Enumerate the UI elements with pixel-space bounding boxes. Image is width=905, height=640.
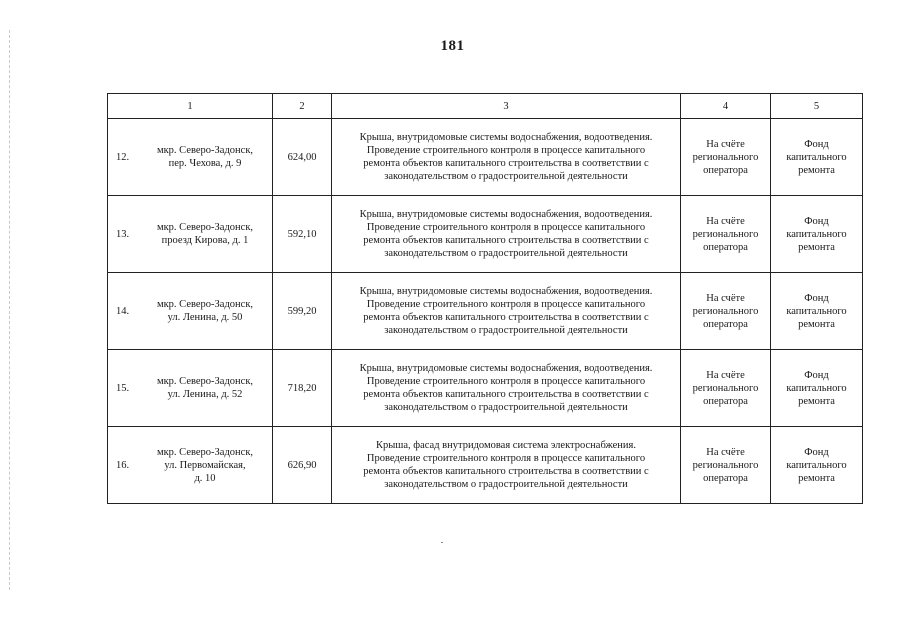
fund-manner-line: регионального — [692, 459, 759, 471]
works-cell — [332, 273, 681, 350]
address-line: мкр. Северо-Задонск, — [156, 376, 254, 387]
funding-source-line: капитального — [786, 151, 847, 163]
area-cell: 624,00 — [273, 119, 332, 196]
header-col-1: 1 — [108, 94, 273, 119]
row-number: 13. — [116, 228, 130, 240]
funding-source-line: капитального — [786, 459, 847, 471]
funding-source-cell — [771, 273, 863, 350]
works-line: ремонта объектов капитального строительства в соответствии с — [363, 235, 649, 246]
fund-manner-line: На счёте — [706, 215, 745, 227]
page-number: 181 — [440, 38, 465, 54]
fund-manner-line: На счёте — [706, 138, 745, 150]
address-cell — [108, 427, 273, 504]
fund-manner-line: регионального — [692, 382, 759, 394]
address-cell — [108, 273, 273, 350]
works-line: ремонта объектов капитального строительства в соответствии с — [363, 312, 649, 323]
fund-manner-line: оператора — [703, 472, 748, 484]
fund-manner-cell — [681, 196, 771, 273]
address-line: проезд Кирова, д. 1 — [161, 235, 249, 246]
repair-table — [107, 93, 863, 504]
works-line: Крыша, внутридомовые системы водоснабжения, водоотведения. — [359, 209, 653, 220]
scan-speck — [441, 542, 443, 543]
funding-source-line: Фонд — [804, 369, 829, 381]
row-number: 14. — [116, 305, 130, 317]
fund-manner-line: регионального — [692, 151, 759, 163]
fund-manner-cell — [681, 119, 771, 196]
address-text — [144, 446, 266, 485]
works-cell — [332, 427, 681, 504]
funding-source-line: ремонта — [798, 318, 835, 330]
address-cell — [108, 350, 273, 427]
address-text — [144, 375, 266, 401]
address-line: д. 10 — [194, 472, 216, 484]
fund-manner-line: оператора — [703, 395, 748, 407]
table-row — [108, 427, 863, 504]
fund-manner-line: регионального — [692, 305, 759, 317]
funding-source-line: Фонд — [804, 138, 829, 150]
area-cell: 626,90 — [273, 427, 332, 504]
header-col-3: 3 — [332, 94, 681, 119]
row-number: 15. — [116, 382, 130, 394]
fund-manner-line: оператора — [703, 241, 748, 253]
works-line: законодательством о градостроительной деятельности — [384, 479, 628, 490]
works-line: Крыша, внутридомовые системы водоснабжения, водоотведения. — [359, 132, 653, 143]
works-line: ремонта объектов капитального строительства в соответствии с — [363, 466, 649, 477]
works-line: ремонта объектов капитального строительства в соответствии с — [363, 389, 649, 400]
works-line: законодательством о градостроительной деятельности — [384, 171, 628, 182]
works-line: Крыша, внутридомовые системы водоснабжения, водоотведения. — [359, 363, 653, 374]
address-line: мкр. Северо-Задонск, — [156, 222, 254, 233]
funding-source-cell — [771, 350, 863, 427]
area-cell: 599,20 — [273, 273, 332, 350]
row-number: 16. — [116, 459, 130, 471]
funding-source-line: ремонта — [798, 164, 835, 176]
area-cell: 718,20 — [273, 350, 332, 427]
funding-source-cell — [771, 119, 863, 196]
funding-source-line: ремонта — [798, 395, 835, 407]
fund-manner-line: оператора — [703, 164, 748, 176]
funding-source-cell — [771, 427, 863, 504]
table-row — [108, 350, 863, 427]
works-line: Проведение строительного контроля в процессе капитального — [366, 222, 646, 233]
address-line: ул. Первомайская, — [164, 459, 246, 471]
works-line: Проведение строительного контроля в процессе капитального — [366, 299, 646, 310]
header-row — [108, 94, 863, 119]
works-line: законодательством о градостроительной деятельности — [384, 402, 628, 413]
works-cell — [332, 350, 681, 427]
works-line: законодательством о градостроительной деятельности — [384, 248, 628, 259]
header-col-2: 2 — [273, 94, 332, 119]
header-col-5: 5 — [771, 94, 863, 119]
works-line: ремонта объектов капитального строительства в соответствии с — [363, 158, 649, 169]
funding-source-cell — [771, 196, 863, 273]
header-col-4: 4 — [681, 94, 771, 119]
address-cell — [108, 196, 273, 273]
table-row — [108, 119, 863, 196]
address-text — [144, 298, 266, 324]
area-cell: 592,10 — [273, 196, 332, 273]
address-text — [144, 221, 266, 247]
address-cell — [108, 119, 273, 196]
address-line: мкр. Северо-Задонск, — [156, 145, 254, 156]
funding-source-line: Фонд — [804, 292, 829, 304]
works-line: Проведение строительного контроля в процессе капитального — [366, 145, 646, 156]
works-cell — [332, 119, 681, 196]
works-line: Крыша, внутридомовые системы водоснабжения, водоотведения. — [359, 286, 653, 297]
works-cell — [332, 196, 681, 273]
funding-source-line: капитального — [786, 382, 847, 394]
fund-manner-line: регионального — [692, 228, 759, 240]
address-line: ул. Ленина, д. 50 — [167, 312, 243, 323]
works-line: Крыша, фасад внутридомовая система электроснабжения. — [375, 440, 636, 451]
address-line: ул. Ленина, д. 52 — [167, 389, 243, 400]
fund-manner-cell — [681, 350, 771, 427]
funding-source-line: ремонта — [798, 472, 835, 484]
fund-manner-cell — [681, 273, 771, 350]
fund-manner-line: На счёте — [706, 292, 745, 304]
fund-manner-cell — [681, 427, 771, 504]
scan-margin-line — [9, 30, 10, 590]
funding-source-line: капитального — [786, 305, 847, 317]
table-row — [108, 196, 863, 273]
works-line: Проведение строительного контроля в процессе капитального — [366, 376, 646, 387]
address-line: мкр. Северо-Задонск, — [156, 299, 254, 310]
fund-manner-line: оператора — [703, 318, 748, 330]
fund-manner-line: На счёте — [706, 369, 745, 381]
works-line: Проведение строительного контроля в процессе капитального — [366, 453, 646, 464]
works-line: законодательством о градостроительной деятельности — [384, 325, 628, 336]
funding-source-line: ремонта — [798, 241, 835, 253]
funding-source-line: Фонд — [804, 446, 829, 458]
funding-source-line: капитального — [786, 228, 847, 240]
row-number: 12. — [116, 151, 130, 163]
funding-source-line: Фонд — [804, 215, 829, 227]
address-line: мкр. Северо-Задонск, — [156, 446, 254, 458]
address-text — [144, 144, 266, 170]
address-line: пер. Чехова, д. 9 — [168, 158, 242, 169]
table-row — [108, 273, 863, 350]
fund-manner-line: На счёте — [706, 446, 745, 458]
